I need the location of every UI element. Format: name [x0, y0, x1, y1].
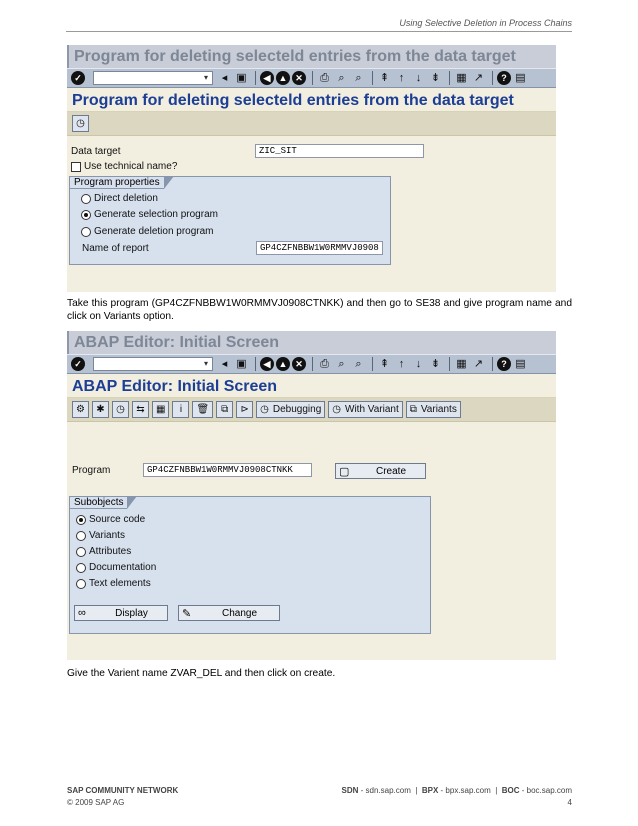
data-target-field[interactable]: ZIC_SIT: [255, 144, 424, 158]
footer-copyright: © 2009 SAP AG: [67, 798, 125, 807]
data-target-label: Data target: [71, 146, 121, 157]
check-icon[interactable]: ✱: [92, 401, 109, 418]
cancel-icon[interactable]: ✕: [292, 71, 306, 85]
find-next-icon[interactable]: ⌕: [355, 71, 362, 84]
screen-title: ABAP Editor: Initial Screen: [67, 374, 556, 398]
variants-option-label: Variants: [89, 530, 125, 541]
shortcut-icon[interactable]: ↗: [473, 71, 484, 84]
dropdown-icon[interactable]: ▾: [203, 73, 208, 82]
boc-label: BOC: [501, 786, 520, 795]
exit-icon[interactable]: ▲: [276, 71, 290, 85]
toolbar-separator: [449, 71, 450, 85]
generate-deletion-program-radio[interactable]: [81, 227, 91, 237]
report-name-label: Name of report: [82, 243, 149, 254]
subobjects-title: Subobjects: [69, 496, 127, 509]
footer-network: SAP COMMUNITY NETWORK: [67, 786, 179, 795]
create-session-icon[interactable]: ▦: [456, 357, 467, 370]
footer-links: SDN - sdn.sap.com | BPX - bpx.sap.com | BOC - boc.sap.com: [341, 786, 572, 795]
back-icon[interactable]: ◀: [260, 357, 274, 371]
use-technical-name-label: Use technical name?: [84, 161, 178, 172]
boc-link[interactable]: boc.sap.com: [526, 786, 572, 795]
debug-icon: ◷: [260, 404, 269, 415]
execute-button[interactable]: [72, 115, 89, 132]
bpx-label: BPX: [421, 786, 439, 795]
selection-screen: [67, 136, 556, 291]
debugging-label: Debugging: [272, 404, 322, 415]
bpx-link[interactable]: bpx.sap.com: [445, 786, 491, 795]
pencil-icon: ✎: [182, 607, 192, 620]
sdn-label: SDN: [341, 786, 359, 795]
screenshot-selective-deletion: [67, 45, 556, 292]
find-icon[interactable]: ⌕: [338, 71, 345, 84]
variant-execute-icon: ◷: [332, 404, 341, 415]
generate-selection-program-radio[interactable]: [81, 210, 91, 220]
test-icon[interactable]: ⇆: [132, 401, 149, 418]
copy-icon[interactable]: ⧉: [216, 401, 233, 418]
create-session-icon[interactable]: ▦: [456, 71, 467, 84]
standard-toolbar: [67, 354, 556, 374]
execute-icon[interactable]: ⊳: [236, 401, 253, 418]
create-label: Create: [375, 465, 406, 477]
save-icon[interactable]: ▣: [236, 71, 247, 84]
history-back-icon[interactable]: ◂: [221, 357, 228, 370]
info-icon[interactable]: i: [172, 401, 189, 418]
variants-icon: ⧉: [409, 404, 417, 415]
screenshot-abap-editor: [67, 331, 556, 660]
display-label: Display: [115, 607, 148, 619]
documentation-radio[interactable]: [76, 563, 86, 573]
application-toolbar: [67, 398, 556, 422]
save-icon[interactable]: ▣: [236, 357, 247, 370]
variants-label: Variants: [420, 404, 457, 415]
application-toolbar: [67, 112, 556, 136]
standard-toolbar: [67, 68, 556, 88]
attributes-radio[interactable]: [76, 547, 86, 557]
page-header: Using Selective Deletion in Process Chains: [399, 18, 572, 28]
page-number: 4: [567, 798, 572, 807]
text-elements-radio[interactable]: [76, 579, 86, 589]
next-page-icon[interactable]: ↓: [415, 71, 422, 84]
toolbar-separator: [449, 357, 450, 371]
history-back-icon[interactable]: ◂: [221, 71, 228, 84]
generate-selection-program-label: Generate selection program: [94, 209, 218, 220]
generate-deletion-program-label: Generate deletion program: [94, 226, 214, 237]
instruction-paragraph-2: Give the Varient name ZVAR_DEL and then click on create.: [67, 668, 336, 679]
source-code-radio[interactable]: [76, 515, 86, 525]
window-title: ABAP Editor: Initial Screen: [67, 331, 556, 354]
window-title: Program for deleting selecteld entries from the data target: [67, 45, 556, 68]
footer: [67, 786, 572, 814]
toolbar-separator: [372, 357, 373, 371]
last-page-icon[interactable]: ⇟: [430, 71, 441, 84]
instruction-paragraph-1: Take this program (GP4CZFNBBW1W0RMMVJ0908CTNKK) and then go to SE38 and give program name and click on Variants option.: [67, 298, 572, 322]
exit-icon[interactable]: ▲: [276, 357, 290, 371]
screen-title: Program for deleting selecteld entries from the data target: [67, 88, 556, 112]
toolbar-separator: [492, 357, 493, 371]
create-button[interactable]: [335, 463, 426, 479]
subobjects-group: [69, 496, 431, 634]
documentation-label: Documentation: [89, 562, 157, 573]
with-variant-button[interactable]: [328, 401, 402, 418]
back-icon[interactable]: ◀: [260, 71, 274, 85]
change-label: Change: [221, 607, 258, 619]
report-name-field[interactable]: GP4CZFNBBW1W0RMMVJ0908: [256, 241, 383, 255]
layout-menu-icon[interactable]: ▤: [515, 357, 526, 370]
sdn-link[interactable]: sdn.sap.com: [365, 786, 411, 795]
toolbar-separator: [492, 71, 493, 85]
first-page-icon[interactable]: ⇞: [379, 71, 390, 84]
where-used-icon[interactable]: ▦: [152, 401, 169, 418]
find-next-icon[interactable]: ⌕: [355, 357, 362, 370]
previous-page-icon[interactable]: ↑: [398, 71, 405, 84]
toolbar-separator: [312, 357, 313, 371]
toolbar-separator: [255, 357, 256, 371]
other-object-icon[interactable]: ⚙: [72, 401, 89, 418]
variants-radio[interactable]: [76, 531, 86, 541]
last-page-icon[interactable]: ⇟: [430, 357, 441, 370]
previous-page-icon[interactable]: ↑: [398, 357, 405, 370]
group-title: Program properties: [69, 176, 164, 189]
enter-icon[interactable]: ✓: [71, 71, 85, 85]
attributes-label: Attributes: [89, 546, 132, 557]
program-properties-group: [69, 176, 391, 265]
cancel-icon[interactable]: ✕: [292, 357, 306, 371]
help-icon[interactable]: ?: [497, 71, 511, 85]
help-icon[interactable]: ?: [497, 357, 511, 371]
editor-initial-screen: [67, 422, 556, 659]
direct-deletion-radio[interactable]: [81, 194, 91, 204]
display-glasses-icon: ∞: [78, 607, 86, 619]
command-field[interactable]: [93, 357, 213, 371]
shortcut-icon[interactable]: ↗: [473, 357, 484, 370]
clock-execute-icon: ◷: [76, 118, 85, 129]
change-button[interactable]: [178, 605, 280, 621]
direct-deletion-label: Direct deletion: [94, 193, 158, 204]
with-variant-label: With Variant: [345, 404, 399, 415]
next-page-icon[interactable]: ↓: [415, 357, 422, 370]
dropdown-icon[interactable]: ▾: [203, 359, 208, 368]
toolbar-separator: [255, 71, 256, 85]
toolbar-separator: [312, 71, 313, 85]
print-icon[interactable]: ⎙: [320, 71, 329, 84]
enter-icon[interactable]: ✓: [71, 357, 85, 371]
layout-menu-icon[interactable]: ▤: [515, 71, 526, 84]
command-field[interactable]: [93, 71, 213, 85]
program-field[interactable]: GP4CZFNBBW1W0RMMVJ0908CTNKK: [143, 463, 312, 477]
program-label: Program: [72, 465, 111, 476]
display-button[interactable]: [74, 605, 168, 621]
toolbar-separator: [372, 71, 373, 85]
variants-button[interactable]: [406, 401, 461, 418]
delete-icon[interactable]: 🗑: [192, 401, 213, 418]
print-icon[interactable]: ⎙: [320, 357, 329, 370]
find-icon[interactable]: ⌕: [338, 357, 345, 370]
source-code-label: Source code: [89, 514, 146, 525]
text-elements-label: Text elements: [89, 578, 151, 589]
first-page-icon[interactable]: ⇞: [379, 357, 390, 370]
create-document-icon: ▢: [339, 465, 350, 478]
debugging-button[interactable]: [256, 401, 325, 418]
use-technical-name-checkbox[interactable]: [71, 162, 81, 172]
header-rule: [66, 31, 572, 32]
activate-icon[interactable]: ◷: [112, 401, 129, 418]
